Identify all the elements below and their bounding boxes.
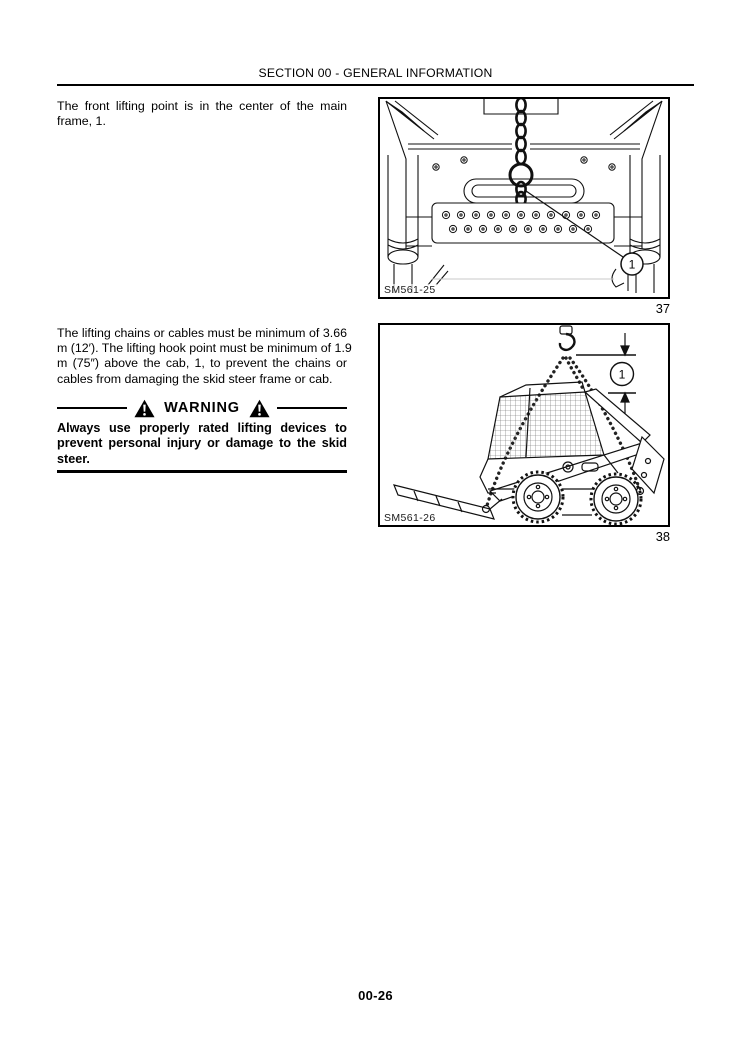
front-lifting-point-drawing <box>380 99 668 297</box>
warning-text <box>57 421 347 467</box>
section-header: SECTION 00 - GENERAL INFORMATION <box>258 66 493 80</box>
paragraph-front-lifting <box>57 99 347 129</box>
paragraph-line: cables from damaging the skid steer frame or cab. <box>57 371 333 386</box>
warning-divider-left <box>57 407 127 409</box>
figure-number: 38 <box>655 529 670 544</box>
warning-bottom-rule <box>57 470 347 473</box>
warning-line: steer. <box>57 451 90 466</box>
paragraph-line: frame, 1. <box>57 114 106 129</box>
warning-triangle-icon <box>249 399 270 418</box>
figure-number: 37 <box>655 301 670 316</box>
paragraph-line: m (12′). The lifting hook point must be minimum of 1.9 <box>57 341 352 356</box>
figure-front-lifting-point <box>378 97 670 299</box>
warning-header <box>57 398 347 418</box>
figure-lifting-skid-steer <box>378 323 670 527</box>
paragraph-line: The lifting chains or cables must be minimum of 3.66 <box>57 326 347 340</box>
figure-callout-1: 1 <box>628 257 636 272</box>
warning-line: prevent personal injury or damage to the skid <box>57 436 347 451</box>
lifting-skid-steer-drawing <box>380 325 668 525</box>
figure-callout-1: 1 <box>618 367 626 382</box>
warning-line: Always use properly rated lifting devices to <box>57 421 347 435</box>
paragraph-line: The front lifting point is in the center of the main <box>57 99 347 113</box>
warning-triangle-icon <box>134 399 155 418</box>
header-rule <box>57 84 694 86</box>
warning-divider-right <box>277 407 347 409</box>
page-number: 00-26 <box>358 988 393 1003</box>
figure-photo-id: SM561-26 <box>384 512 436 524</box>
paragraph-line: m (75″) above the cab, 1, to prevent the chains or <box>57 356 347 371</box>
warning-title: WARNING <box>164 400 240 416</box>
figure-photo-id: SM561-25 <box>384 284 436 296</box>
paragraph-lifting-chains <box>57 326 352 387</box>
